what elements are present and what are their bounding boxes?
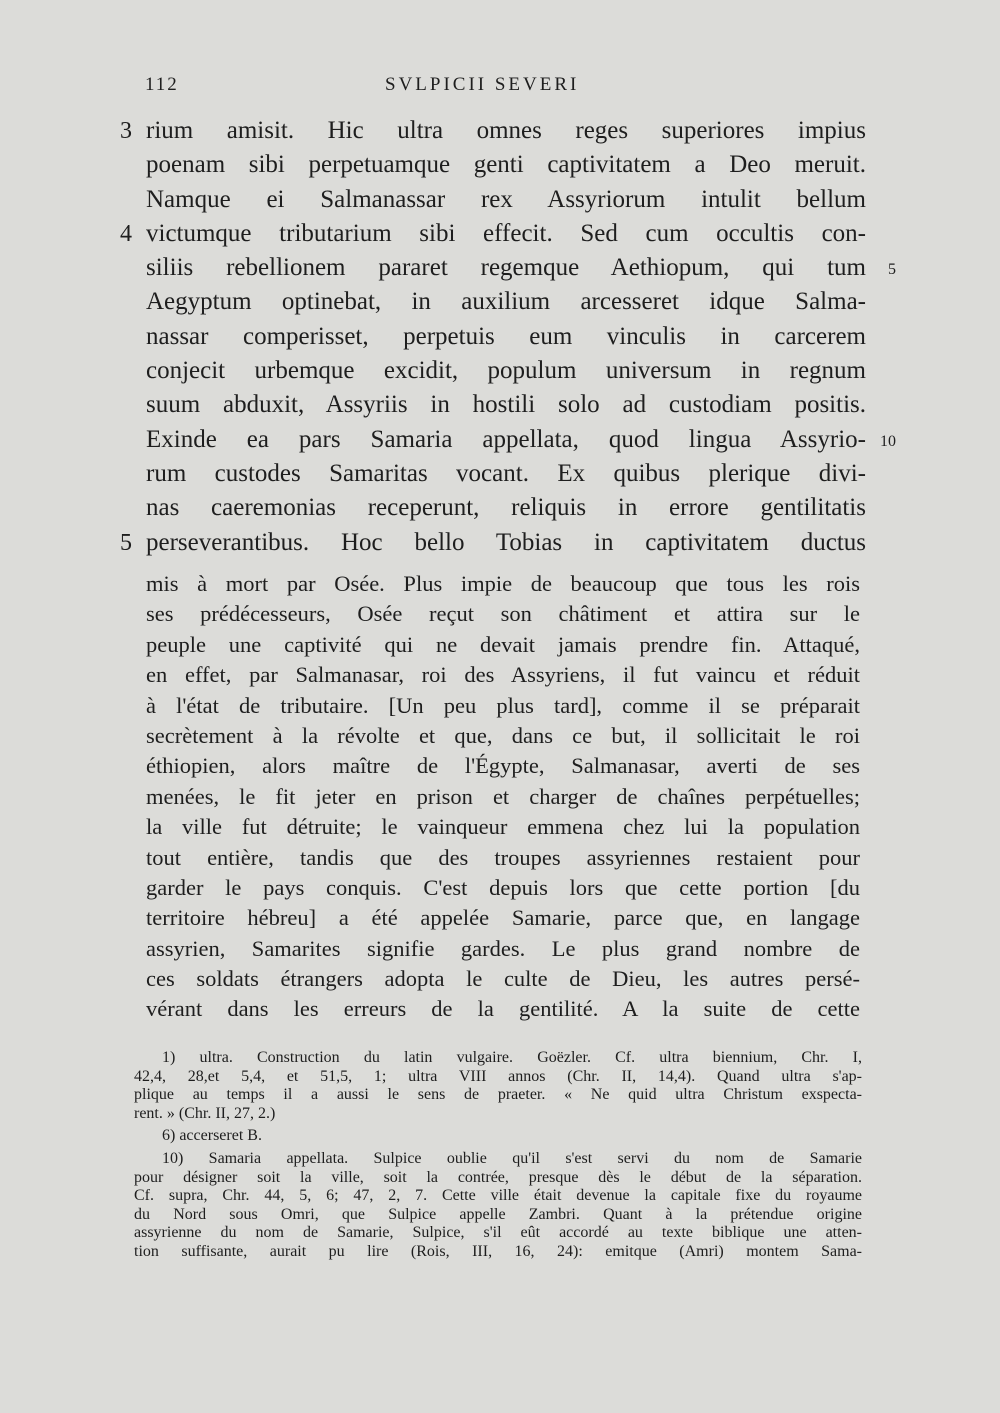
latin-line-text: nassar comperisset, perpetuis eum vinculis in carcerem bbox=[146, 322, 866, 350]
french-line: peuple une captivité qui ne devait jamais prendre fin. Attaqué, bbox=[146, 631, 860, 657]
chapter-verse-marker: 4 bbox=[120, 220, 132, 247]
french-line: la ville fut détruite; le vainqueur emmena chez lui la population bbox=[146, 814, 860, 840]
latin-line-text: rum custodes Samaritas vocant. Ex quibus plerique divi- bbox=[146, 459, 866, 487]
french-line: vérant dans les erreurs de la gentilité. A la suite de cette bbox=[146, 996, 860, 1022]
chapter-verse-marker: 5 bbox=[120, 529, 132, 556]
latin-line bbox=[146, 285, 866, 319]
latin-line-text: nas caeremonias receperunt, reliquis in errore gentilitatis bbox=[146, 494, 866, 522]
french-line: tout entière, tandis que des troupes assyriennes restaient pour bbox=[146, 844, 860, 870]
footnote-line: du Nord sous Omri, que Sulpice appelle Zambri. Quant à la prétendue origine bbox=[134, 1205, 862, 1223]
page-number: 112 bbox=[145, 74, 179, 95]
latin-line-text: conjecit urbemque excidit, populum universum in regnum bbox=[146, 357, 866, 385]
french-line: secrètement à la révolte et que, dans ce but, il sollicitait le roi bbox=[146, 722, 860, 748]
line-number: 10 bbox=[880, 432, 896, 450]
running-title: SVLPICII SEVERI bbox=[385, 74, 580, 95]
footnote bbox=[134, 1127, 862, 1146]
footnote-line: plique au temps il a aussi le sens de praeter. « Ne quid ultra Christum exspecta- bbox=[134, 1086, 862, 1104]
latin-line-text: victumque tributarium sibi effecit. Sed cum occultis con- bbox=[146, 219, 866, 247]
latin-line bbox=[146, 354, 866, 388]
french-line: territoire hébreu] a été appelée Samarie, parce que, en langage bbox=[146, 905, 860, 931]
latin-line bbox=[146, 423, 896, 457]
latin-line bbox=[146, 491, 866, 525]
french-line: éthiopien, alors maître de l'Égypte, Salmanasar, averti de ses bbox=[146, 753, 860, 779]
footnote-line: tion suffisante, aurait pu lire (Rois, III, 16, 24): emitque (Amri) montem Sama- bbox=[134, 1242, 862, 1260]
footnote-line: rent. » (Chr. II, 27, 2.) bbox=[134, 1104, 276, 1122]
latin-line bbox=[120, 217, 866, 251]
latin-line-text: perseverantibus. Hoc bello Tobias in captivitatem ductus bbox=[146, 528, 866, 556]
line-number: 5 bbox=[888, 261, 896, 279]
footnote-line: 1) ultra. Construction du latin vulgaire. Goëzler. Cf. ultra biennium, Chr. I, bbox=[162, 1049, 862, 1066]
footnote-line: assyrienne du nom de Samarie, Sulpice, s'il eût accordé au texte biblique une atten- bbox=[134, 1224, 862, 1242]
footnote-line: 6) accerseret B. bbox=[162, 1127, 262, 1145]
french-translation-block bbox=[146, 569, 860, 1025]
french-line: ses prédécesseurs, Osée reçut son châtiment et attira sur le bbox=[146, 601, 860, 627]
footnote bbox=[134, 1049, 862, 1123]
latin-line-text: poenam sibi perpetuamque genti captivitatem a Deo meruit. bbox=[146, 151, 866, 179]
footnote-line: Cf. supra, Chr. 44, 5, 6; 47, 2, 7. Cette ville était devenue la capitale fixe du royaume bbox=[134, 1187, 862, 1205]
latin-line bbox=[146, 388, 866, 422]
french-line: garder le pays conquis. C'est depuis lors que cette portion [du bbox=[146, 874, 860, 900]
footnote-line: pour désigner soit la ville, soit la contrée, presque dès le début de la séparation. bbox=[134, 1168, 862, 1186]
latin-line-text: Aegyptum optinebat, in auxilium arcesseret idque Salma- bbox=[146, 288, 866, 316]
latin-line-text: rium amisit. Hic ultra omnes reges superiores impius bbox=[146, 117, 866, 144]
latin-line-text: Exinde ea pars Samaria appellata, quod lingua Assyrio- bbox=[146, 425, 866, 453]
french-line: ces soldats étrangers adopta le culte de Dieu, les autres persé- bbox=[146, 966, 860, 992]
latin-text-block bbox=[120, 114, 896, 560]
latin-line-text: suum abduxit, Assyriis in hostili solo ad custodiam positis. bbox=[146, 391, 866, 419]
french-line: menées, le fit jeter en prison et charger de chaînes perpétuelles; bbox=[146, 783, 860, 809]
latin-line bbox=[146, 251, 896, 285]
running-header bbox=[145, 74, 865, 102]
latin-line bbox=[146, 457, 866, 491]
footnotes bbox=[134, 1049, 862, 1262]
footnote-line: 42,4, 28,et 5,4, et 51,5, 1; ultra VIII annos (Chr. II, 14,4). Quand ultra s'ap- bbox=[134, 1067, 862, 1085]
latin-line-text: Namque ei Salmanassar rex Assyriorum intulit bellum bbox=[146, 185, 866, 213]
footnote bbox=[134, 1150, 862, 1262]
french-line: mis à mort par Osée. Plus impie de beaucoup que tous les rois bbox=[146, 571, 860, 596]
footnote-line: 10) Samaria appellata. Sulpice oublie qu'il s'est servi du nom de Samarie bbox=[162, 1149, 862, 1167]
french-line: assyrien, Samarites signifie gardes. Le plus grand nombre de bbox=[146, 935, 860, 961]
latin-line bbox=[120, 114, 866, 148]
chapter-verse-marker: 3 bbox=[120, 118, 132, 144]
latin-line bbox=[120, 526, 866, 560]
latin-line bbox=[146, 148, 866, 182]
french-line: à l'état de tributaire. [Un peu plus tard], comme il se préparait bbox=[146, 692, 860, 718]
latin-line-text: siliis rebellionem pararet regemque Aethiopum, qui tum bbox=[146, 254, 866, 282]
french-line: en effet, par Salmanasar, roi des Assyriens, il fut vaincu et réduit bbox=[146, 662, 860, 688]
latin-line bbox=[146, 183, 866, 217]
latin-line bbox=[146, 320, 866, 354]
